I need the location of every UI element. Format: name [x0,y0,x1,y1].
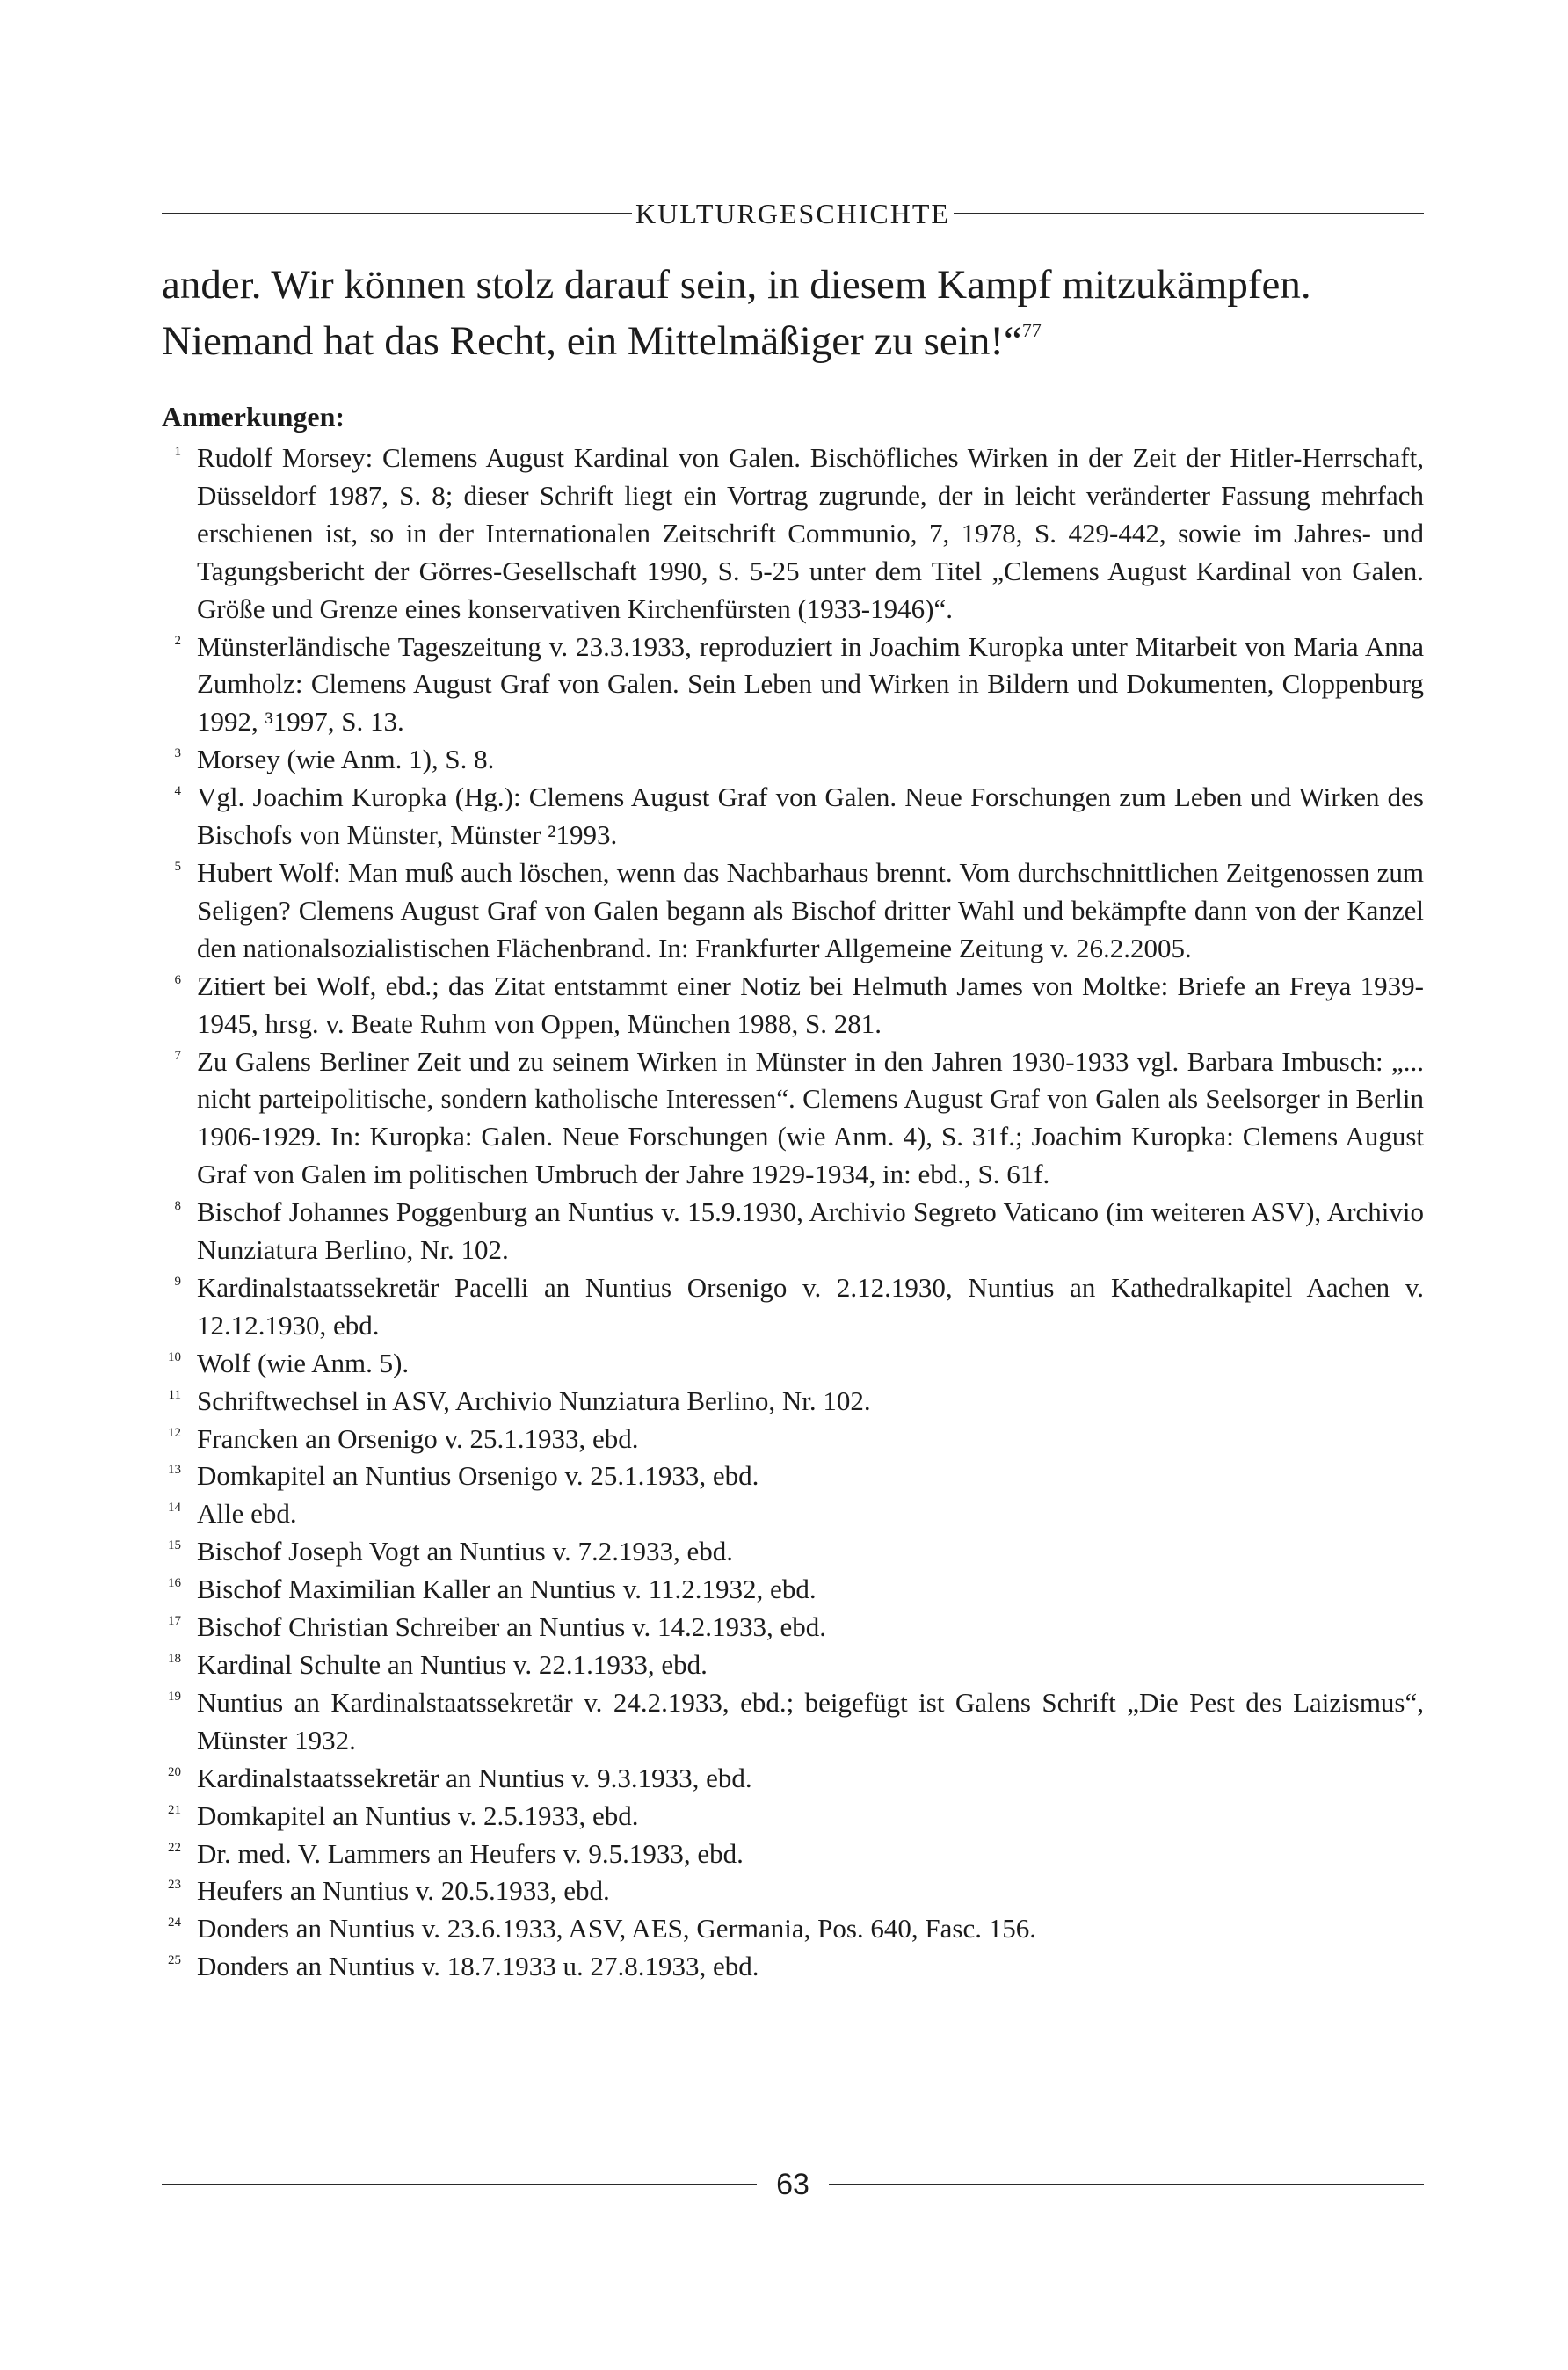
footnote [162,1458,1424,1495]
footnote [162,1571,1424,1609]
body-text [162,257,1424,369]
footnote [162,1836,1424,1873]
footnote-number: 18 [168,1652,181,1666]
footnote-text: Alle ebd. [197,1498,297,1530]
footnote [162,629,1424,742]
footnote [162,1760,1424,1798]
footnote-text: Morsey (wie Anm. 1), S. 8. [197,744,495,775]
footnote-number: 16 [168,1576,181,1591]
footnote-text: Vgl. Joachim Kuropka (Hg.): Clemens August Graf von Galen. Neue Forschungen zum Leben und Wirken des Bischofs von Münster, Münster ²1993. [197,782,1424,851]
footnote-text: Domkapitel an Nuntius v. 2.5.1933, ebd. [197,1799,639,1831]
footnote-reference: 77 [1021,319,1042,341]
footnote-number: 12 [168,1425,181,1440]
page-footer [162,2163,1424,2206]
footnote-text: Bischof Joseph Vogt an Nuntius v. 7.2.1933, ebd. [197,1536,733,1567]
footer-rule-right [829,2184,1424,2185]
footnote-text: Francken an Orsenigo v. 25.1.1933, ebd. [197,1422,639,1454]
body-line-1: ander. Wir können stolz darauf sein, in diesem Kampf mitzukämpfen. [162,262,1311,308]
footnote-number: 20 [168,1764,181,1779]
header-rule-left [162,213,632,214]
footnote-text: Kardinalstaatssekretär an Nuntius v. 9.3.1933, ebd. [197,1762,752,1793]
footnote [162,1609,1424,1647]
footnote-text: Kardinal Schulte an Nuntius v. 22.1.1933, ebd. [197,1649,708,1680]
footnote [162,854,1424,968]
footnote [162,1043,1424,1195]
footnote-number: 4 [174,784,181,799]
footnote-text: Zitiert bei Wolf, ebd.; das Zitat entstammt einer Notiz bei Helmuth James von Moltke: Briefe an Freya 1939-1945, hrsg. v. Beate Ruhm von Oppen, München 1988, S. 281. [197,970,1424,1039]
footnote-number: 13 [168,1463,181,1478]
footnote-text: Bischof Christian Schreiber an Nuntius v. 14.2.1933, ebd. [197,1611,827,1643]
footnote-text: Bischof Maximilian Kaller an Nuntius v. 11.2.1932, ebd. [197,1574,817,1605]
footnote-number: 1 [174,445,181,459]
footnote [162,1269,1424,1345]
footnote [162,1798,1424,1836]
footnote-text: Wolf (wie Anm. 5). [197,1347,410,1378]
footnote-text: Nuntius an Kardinalstaatssekretär v. 24.2.1933, ebd.; beigefügt ist Galens Schrift „Die Pest des Laizismus“, Münster 1932. [197,1686,1424,1756]
footnote [162,1910,1424,1948]
footnote [162,1533,1424,1571]
footnote-number: 7 [174,1048,181,1063]
footnote-number: 5 [174,859,181,874]
footnote-number: 6 [174,972,181,987]
footnote-text: Donders an Nuntius v. 18.7.1933 u. 27.8.1933, ebd. [197,1951,759,1982]
footnote-text: Donders an Nuntius v. 23.6.1933, ASV, AES, Germania, Pos. 640, Fasc. 156. [197,1913,1036,1945]
footnote-number: 10 [168,1349,181,1364]
footnote-number: 17 [168,1614,181,1629]
footnote-number: 23 [168,1878,181,1893]
footnote [162,1345,1424,1383]
footnote [162,1684,1424,1760]
footnote [162,1194,1424,1269]
footnote-text: Dr. med. V. Lammers an Heufers v. 9.5.1933, ebd. [197,1837,744,1869]
header-rule-right [954,213,1424,214]
footnote-number: 24 [168,1916,181,1930]
footnote-text: Bischof Johannes Poggenburg an Nuntius v. 15.9.1930, Archivio Segreto Vaticano (im weiteren ASV), Archivio Nunziatura Berlino, Nr. 102. [197,1196,1424,1266]
footnote-number: 25 [168,1953,181,1968]
footnote-number: 19 [168,1689,181,1704]
footnote-number: 2 [174,633,181,648]
footnote [162,1872,1424,1910]
footnote-text: Schriftwechsel in ASV, Archivio Nunziatura Berlino, Nr. 102. [197,1385,871,1416]
footnote-text: Hubert Wolf: Man muß auch löschen, wenn das Nachbarhaus brennt. Vom durchschnittlichen Zeitgenossen zum Seligen? Clemens August Graf von Galen begann als Bischof dritter Wahl und bekämpfte dann von der Kanzel den nationalsozialistischen Flächenbrand. In: Frankfurter Allgemeine Zeitung v. 26.2.2005. [197,856,1424,963]
footnote [162,968,1424,1043]
footnote-number: 9 [174,1274,181,1289]
footnote-text: Rudolf Morsey: Clemens August Kardinal von Galen. Bischöfliches Wirken in der Zeit der Hitler-Herrschaft, Düsseldorf 1987, S. 8; dieser Schrift liegt ein Vortrag zugrunde, der in leicht veränderter Fassung mehrfach erschienen ist, so in der Internationalen Zeitschrift Communio, 7, 1978, S. 429-442, sowie im Jahres- und Tagungsbericht der Görres-Gesellschaft 1990, S. 5-25 unter dem Titel „Clemens August Kardinal von Galen. Größe und Grenze eines konservativen Kirchenfürsten (1933-1946)“. [197,442,1424,624]
body-line-2-text: Niemand hat das Recht, ein Mittelmäßiger zu sein!“ [162,318,1022,364]
footnote [162,741,1424,779]
footnote-number: 11 [168,1387,181,1402]
body-line-2 [162,313,1424,369]
footnote [162,1495,1424,1533]
footnote-text: Münsterländische Tageszeitung v. 23.3.1933, reproduziert in Joachim Kuropka unter Mitarbeit von Maria Anna Zumholz: Clemens August Graf von Galen. Sein Leben und Wirken in Bildern und Dokumenten, Cloppenburg 1992, ³1997, S. 13. [197,630,1424,738]
footnote [162,440,1424,629]
footnote-number: 21 [168,1802,181,1817]
footnote-number: 14 [168,1501,181,1516]
footnote-number: 8 [174,1199,181,1214]
footnote-text: Heufers an Nuntius v. 20.5.1933, ebd. [197,1875,610,1907]
footnote [162,1383,1424,1421]
footnote-list [162,440,1424,1986]
running-header [162,192,1424,236]
footnote [162,779,1424,854]
footnote-text: Domkapitel an Nuntius Orsenigo v. 25.1.1933, ebd. [197,1460,759,1492]
page-number: 63 [776,2168,809,2201]
footnote-text: Zu Galens Berliner Zeit und zu seinem Wirken in Münster in den Jahren 1930-1933 vgl. Barbara Imbusch: „... nicht parteipolitische, sondern katholische Interessen“. Clemens August Graf von Galen als Seelsorger in Berlin 1906-1929. In: Kuropka: Galen. Neue Forschungen (wie Anm. 4), S. 31f.; Joachim Kuropka: Clemens August Graf von Galen im politischen Umbruch der Jahre 1929-1934, in: ebd., S. 61f. [197,1045,1424,1190]
footnote-number: 3 [174,746,181,761]
footnote [162,1948,1424,1986]
footnote-text: Kardinalstaatssekretär Pacelli an Nuntius Orsenigo v. 2.12.1930, Nuntius an Kathedralkapitel Aachen v. 12.12.1930, ebd. [197,1271,1424,1341]
footnote [162,1421,1424,1458]
footer-rule-left [162,2184,757,2185]
section-title: KULTURGESCHICHTE [635,198,950,229]
footnote [162,1647,1424,1684]
notes-heading: Anmerkungen: [162,401,345,433]
footnote-number: 15 [168,1538,181,1553]
footnote-number: 22 [168,1840,181,1855]
